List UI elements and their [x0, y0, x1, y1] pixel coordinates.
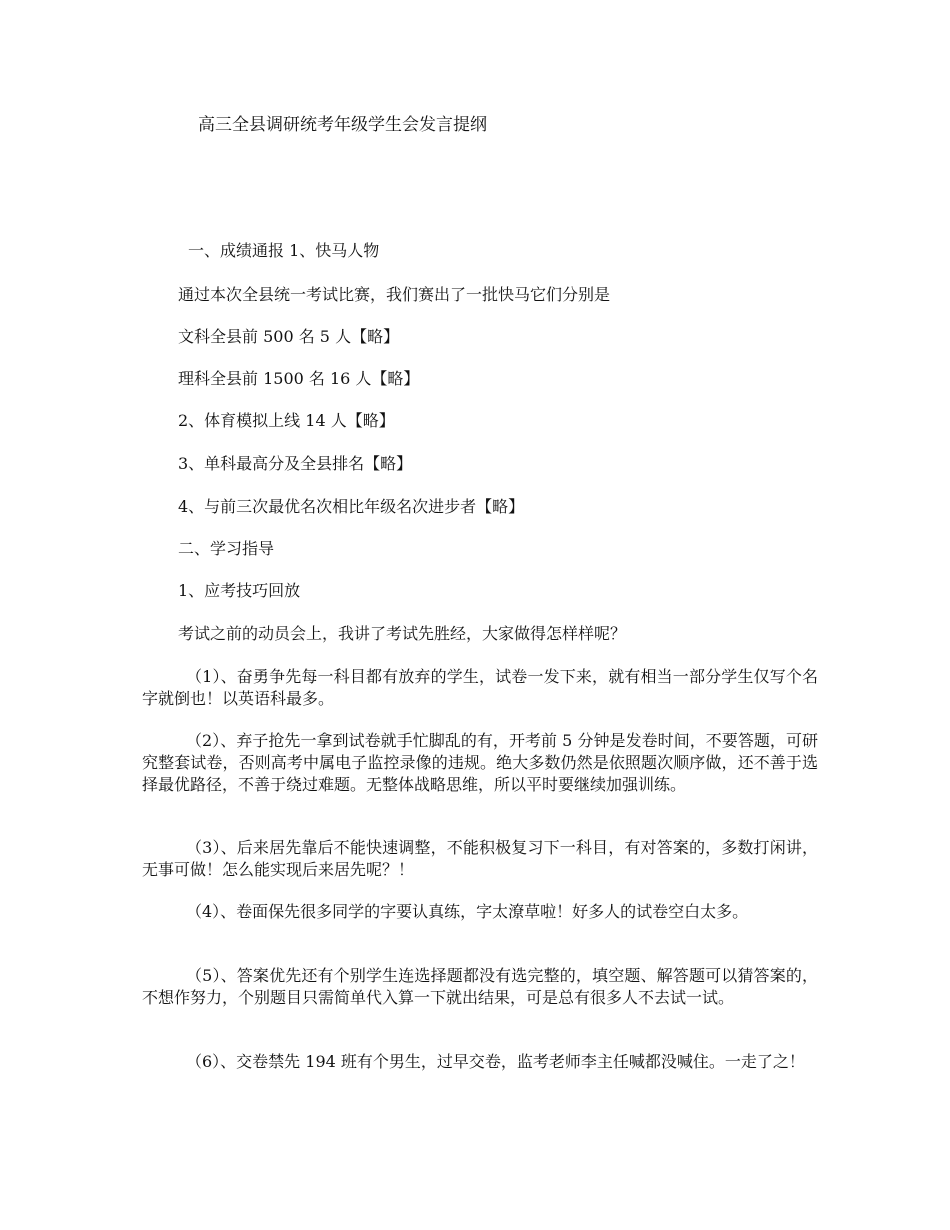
intro-line: 通过本次全县统一考试比赛，我们赛出了一批快马它们分别是: [178, 285, 611, 304]
subsection1-heading: 1、应考技巧回放: [178, 581, 301, 600]
paragraph-1: （1）、奋勇争先每一科目都有放弃的学生，试卷一发下来，就有相当一部分学生仅写个名字就倒也！以英语科最多。: [142, 667, 818, 708]
progress-line: 4、与前三次最优名次相比年级名次进步者【略】: [178, 497, 525, 516]
paragraph-2: （2）、弃子抢先一拿到试卷就手忙脚乱的有，开考前 5 分钟是发卷时间，不要答题，可研究整套试卷，否则高考中属电子监控录像的违规。绝大多数仍然是依照题次顺序做，还不善于选择最优路径，不善于绕过难题。无整体战略思维，所以平时要继续加强训练。: [142, 731, 818, 794]
single-subject-line: 3、单科最高分及全县排名【略】: [178, 454, 413, 473]
section2-heading: 二、学习指导: [178, 539, 275, 558]
liberal-arts-line: 文科全县前 500 名 5 人【略】: [178, 327, 400, 346]
pe-line: 2、体育模拟上线 14 人【略】: [178, 411, 395, 430]
paragraph-6: （6）、交卷禁先 194 班有个男生，过早交卷，监考老师李主任喊都没喊住。一走了之！: [186, 1052, 805, 1071]
paragraph-4: （4）、卷面保先很多同学的字要认真练，字太潦草啦！好多人的试卷空白太多。: [186, 902, 749, 921]
document-title: 高三全县调研统考年级学生会发言提纲: [198, 115, 487, 135]
section1-heading: 一、成绩通报 1、快马人物: [188, 241, 380, 260]
paragraph-3: （3）、后来居先靠后不能快速调整，不能积极复习下一科目，有对答案的，多数打闲讲，无事可做！怎么能实现后来居先呢？！: [142, 838, 818, 879]
paragraph-5: （5）、答案优先还有个别学生连选择题都没有选完整的，填空题、解答题可以猜答案的，不想作努力，个别题目只需简单代入算一下就出结果，可是总有很多人不去试一试。: [142, 966, 818, 1007]
science-line: 理科全县前 1500 名 16 人【略】: [178, 369, 420, 388]
before-exam-line: 考试之前的动员会上，我讲了考试先胜经，大家做得怎样样呢？: [178, 624, 627, 643]
